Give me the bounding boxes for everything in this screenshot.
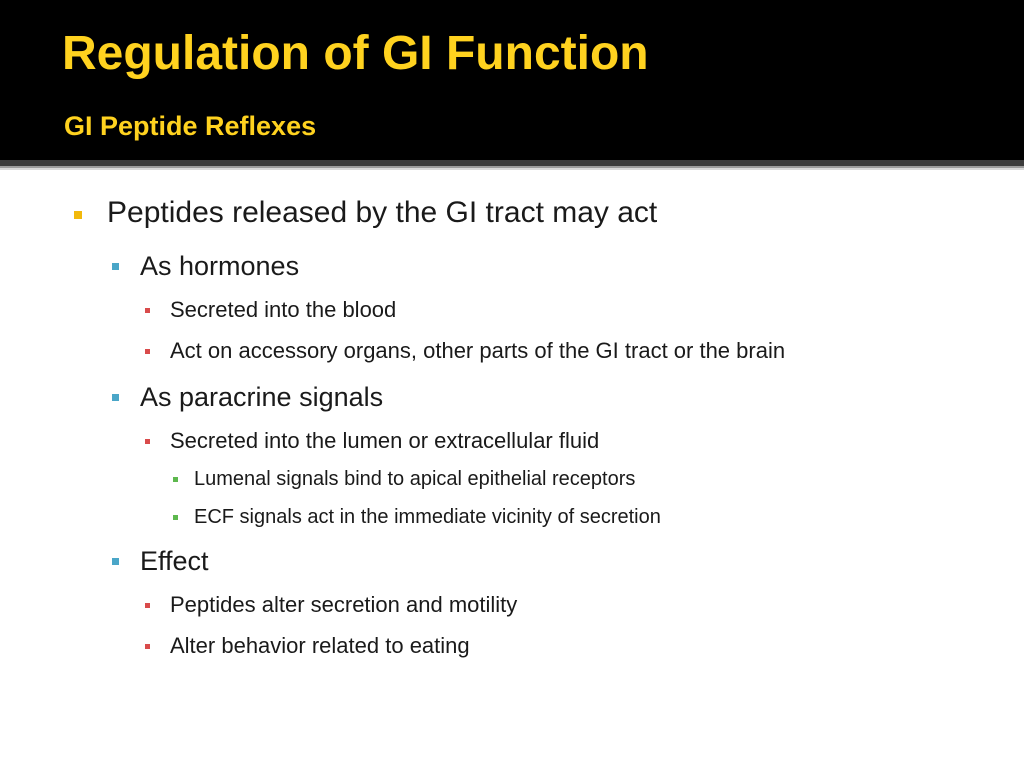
slide-title: Regulation of GI Function — [62, 27, 649, 80]
bullet-marker-level-3 — [145, 644, 150, 649]
bullet-marker-level-3 — [145, 603, 150, 608]
bullet-item-level-2: Effect — [140, 546, 209, 576]
bullet-marker-level-4 — [173, 515, 178, 520]
bullet-item-level-3: Alter behavior related to eating — [170, 633, 470, 658]
bullet-marker-level-2 — [112, 263, 119, 270]
bullet-item-level-3: Secreted into the blood — [170, 297, 397, 322]
bullet-item-level-3: Peptides alter secretion and motility — [170, 592, 518, 617]
bullet-item-level-3: Act on accessory organs, other parts of the GI tract or the brain — [170, 338, 786, 363]
bullet-marker-level-1 — [74, 211, 82, 219]
slide-subtitle: GI Peptide Reflexes — [64, 111, 317, 141]
bullet-item-level-3: Secreted into the lumen or extracellular fluid — [170, 428, 600, 453]
bullet-marker-level-3 — [145, 308, 150, 313]
bullet-item-level-1: Peptides released by the GI tract may act — [107, 196, 658, 229]
bullet-marker-level-4 — [173, 477, 178, 482]
bullet-marker-level-3 — [145, 439, 150, 444]
bullet-item-level-2: As hormones — [140, 251, 300, 281]
bullet-marker-level-2 — [112, 394, 119, 401]
header-divider-shadow — [0, 168, 1024, 170]
bullet-item-level-4: Lumenal signals bind to apical epithelial receptors — [194, 468, 636, 490]
bullet-item-level-4: ECF signals act in the immediate vicinity of secretion — [194, 506, 661, 528]
slide-header — [0, 0, 1024, 160]
bullet-item-level-2: As paracrine signals — [140, 382, 384, 412]
bullet-marker-level-2 — [112, 558, 119, 565]
bullet-marker-level-3 — [145, 349, 150, 354]
